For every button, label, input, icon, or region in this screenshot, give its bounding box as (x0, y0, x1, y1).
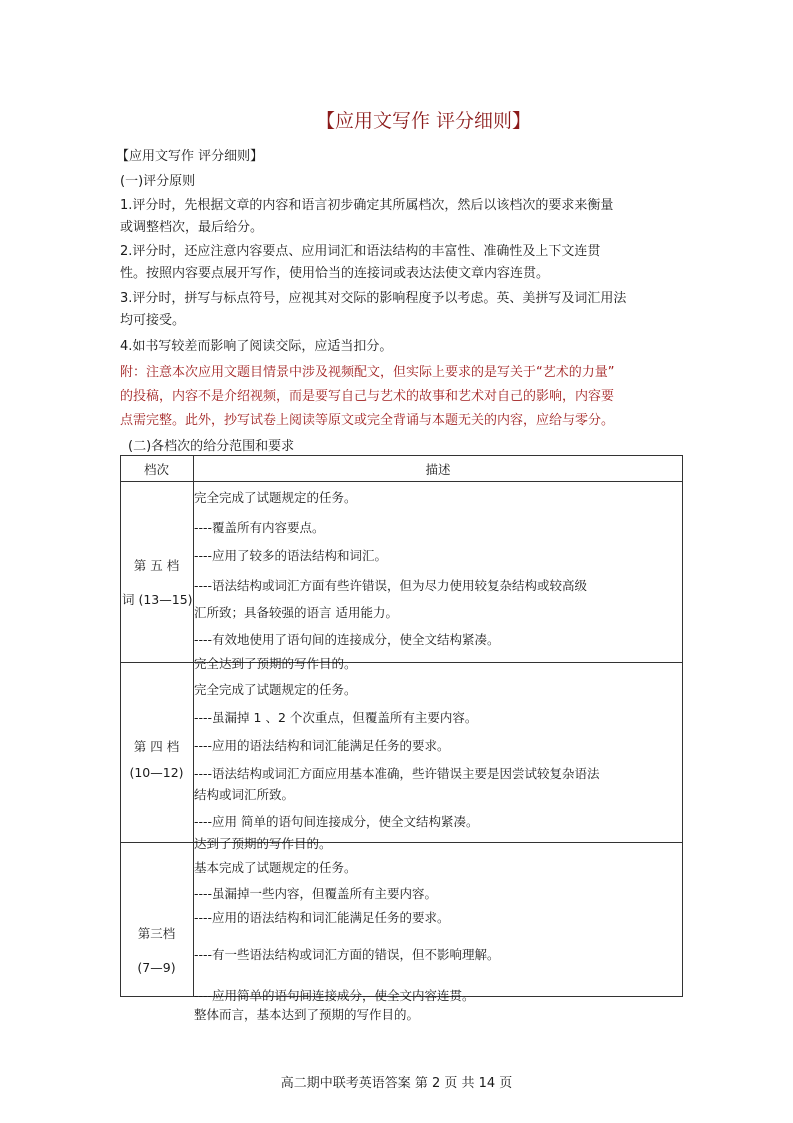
band-3-desc-4: ----有一些语法结构或词汇方面的错误，但不影响理解。 (194, 947, 500, 962)
section-heading: 【应用文写作 评分细则】 (116, 149, 264, 164)
band-4-desc-4: ----语法结构或词汇方面应用基本准确，些许错误主要是因尝试较复杂语法 (194, 766, 600, 781)
band-5-desc-7: 完全达到了预期的写作目的。 (194, 656, 357, 671)
page-footer: 高二期中联考英语答案 第 2 页 共 14 页 (280, 1076, 513, 1091)
col-header-desc: 描述 (425, 462, 451, 477)
principle-2-line-1: 2.评分时，还应注意内容要点、应用词汇和语法结构的丰富性、准确性及上下文连贯 (120, 244, 601, 259)
band-4-desc-6: ----应用 简单的语句间连接成分，使全文结构紧凑。 (194, 814, 479, 829)
band-4-desc-2: ----虽漏掉 1 、2 个次重点，但覆盖所有主要内容。 (194, 710, 478, 725)
band-4-desc-1: 完全完成了试题规定的任务。 (194, 682, 357, 697)
grade-3-label: 第三档 (137, 926, 176, 941)
grade-3-range: (7—9) (137, 960, 176, 975)
page-title: 【应用文写作 评分细则】 (316, 110, 532, 132)
note-line-1: 附：注意本次应用文题目情景中涉及视频配文，但实际上要求的是写关于“艺术的力量” (120, 365, 615, 380)
note-line-3: 点需完整。此外，抄写试卷上阅读等原文或完全背诵与本题无关的内容，应给与零分。 (120, 413, 615, 428)
col-header-grade: 档次 (143, 462, 169, 477)
grade-5-label: 第 五 档 (133, 558, 180, 573)
band-5-desc-6: ----有效地使用了语句间的连接成分，使全文结构紧凑。 (194, 632, 500, 647)
band-3-desc-3: ----应用的语法结构和词汇能满足任务的要求。 (194, 910, 450, 925)
band-5-desc-4: ----语法结构或词汇方面有些许错误，但为尽力使用较复杂结构或较高级 (194, 578, 588, 593)
band-3-desc-2: ----虽漏掉一些内容，但覆盖所有主要内容。 (194, 886, 438, 901)
principle-1-line-1: 1.评分时，先根据文章的内容和语言初步确定其所属档次，然后以该档次的要求来衡量 (120, 198, 614, 213)
band-5-desc-5: 汇所致；具备较强的语言 适用能力。 (194, 605, 398, 620)
note-line-2: 的投稿，内容不是介绍视频，而是要写自己与艺术的故事和艺术对自己的影响，内容要 (120, 389, 615, 404)
principle-4: 4.如书写较差而影响了阅读交际，应适当扣分。 (120, 339, 393, 354)
bands-heading: (二)各档次的给分范围和要求 (128, 439, 295, 454)
grade-4-label: 第 四 档 (133, 739, 180, 754)
principle-1-line-2: 或调整档次，最后给分。 (120, 220, 264, 235)
band-4-desc-5: 结构或词汇所致。 (194, 787, 295, 802)
principles-heading: (一)评分原则 (120, 174, 196, 189)
band-4-desc-3: ----应用的语法结构和词汇能满足任务的要求。 (194, 738, 450, 753)
band-4-desc-7: 达到了预期的写作目的。 (194, 836, 332, 851)
grade-5-range: 词 (13—15) (122, 592, 193, 607)
band-3-desc-1: 基本完成了试题规定的任务。 (194, 860, 357, 875)
principle-2-line-2: 性。按照内容要点展开写作，使用恰当的连接词或表达法使文章内容连贯。 (120, 266, 550, 281)
band-5-desc-1: 完全完成了试题规定的任务。 (194, 490, 357, 505)
principle-3-line-2: 均可接受。 (120, 313, 186, 328)
band-3-desc-5: ----应用简单的语句间连接成分，使全文内容连贯。 (194, 988, 475, 1003)
grade-4-range: (10—12) (129, 765, 184, 780)
band-5-desc-3: ----应用了较多的语法结构和词汇。 (194, 548, 388, 563)
band-3-desc-6: 整体而言，基本达到了预期的写作目的。 (194, 1007, 420, 1022)
principle-3-line-1: 3.评分时，拼写与标点符号，应视其对交际的影响程度予以考虑。英、美拼写及词汇用法 (120, 291, 627, 306)
band-5-desc-2: ----覆盖所有内容要点。 (194, 520, 325, 535)
